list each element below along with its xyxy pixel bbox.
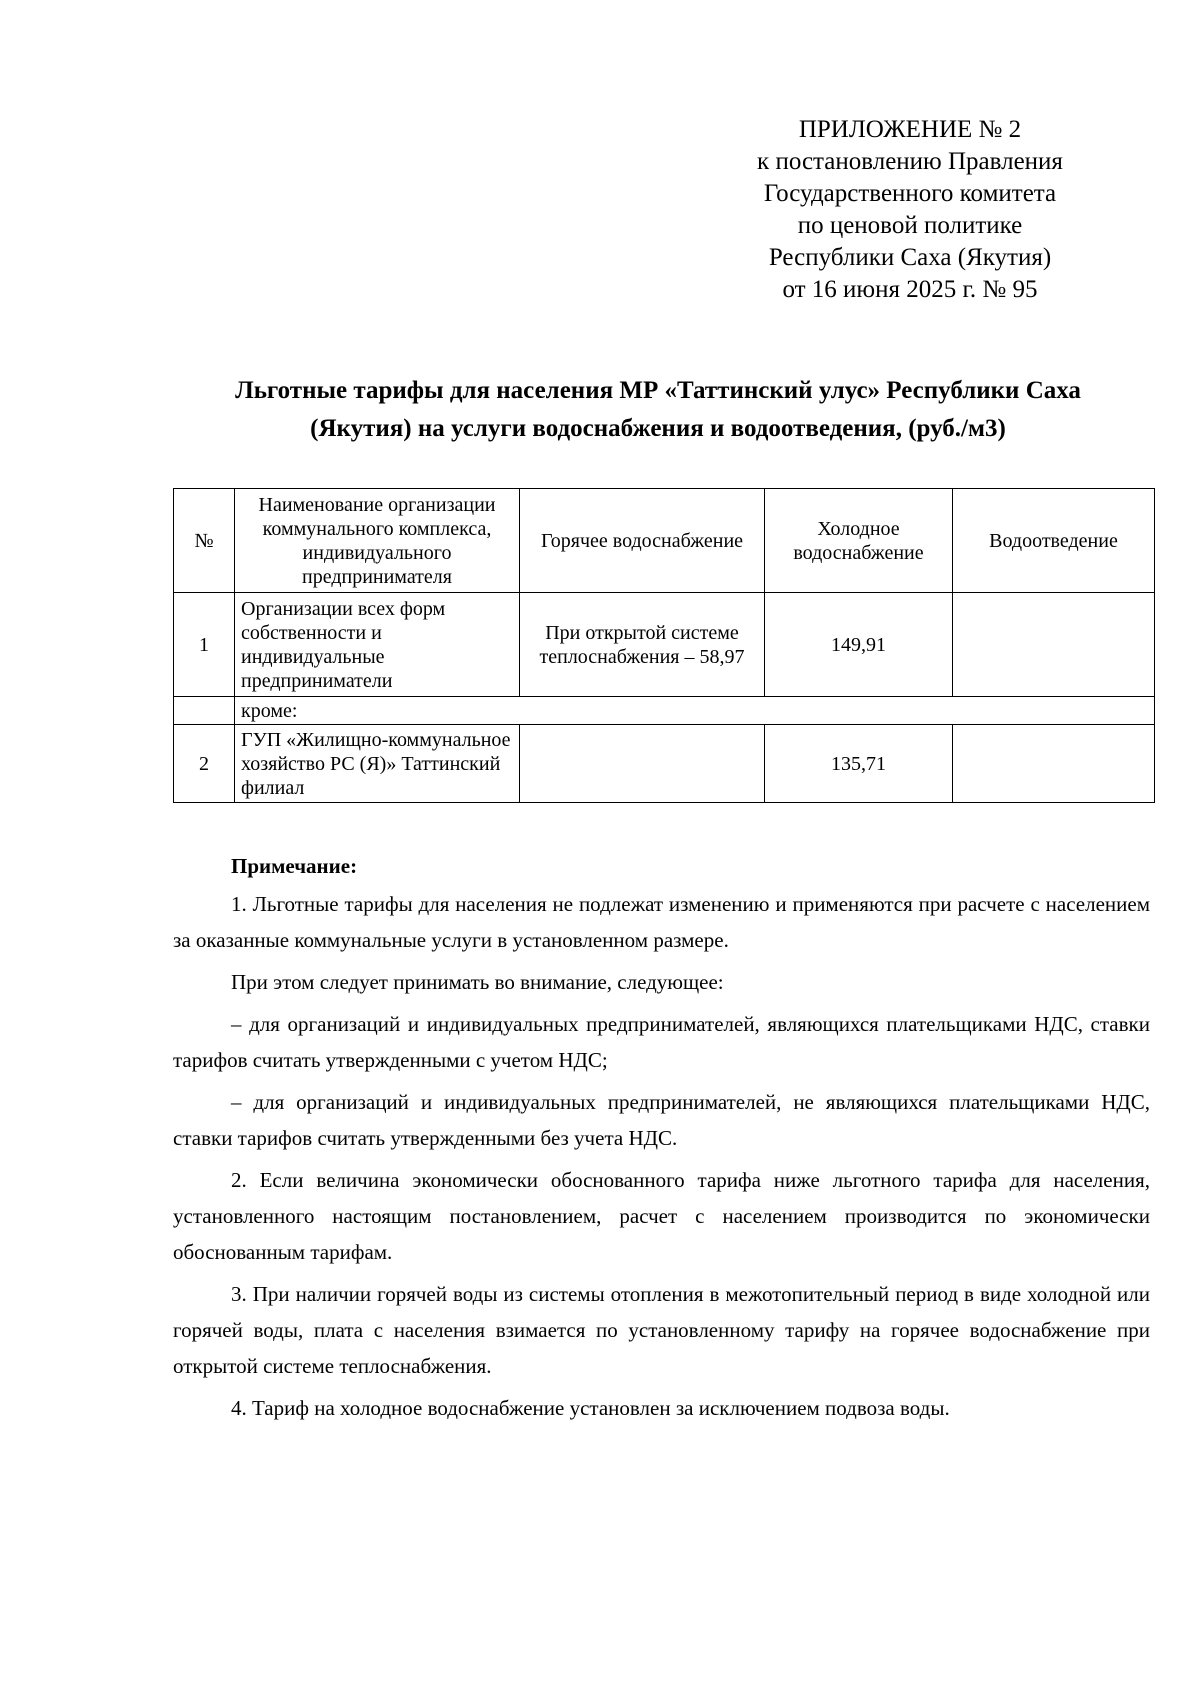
notes-section <box>173 848 1150 1426</box>
note-paragraph: 1. Льготные тарифы для населения не подлежат изменению и применяются при расчете с населением за оказанные коммунальные услуги в установленном размере. <box>173 892 1150 952</box>
note-paragraph: – для организаций и индивидуальных предпринимателей, не являющихся плательщиками НДС, ставки тарифов считать утвержденными без учета НДС. <box>173 1090 1150 1150</box>
appendix-title: ПРИЛОЖЕНИЕ № 2 <box>798 116 1022 143</box>
appendix-date: от 16 июня 2025 г. № 95 <box>782 276 1038 303</box>
note-paragraph: 2. Если величина экономически обоснованного тарифа ниже льготного тарифа для населения, установленного настоящим постановлением, расчет с населением производится по экономически обоснованным тарифам. <box>173 1168 1150 1264</box>
title-line: Льготные тарифы для населения МР «Таттинский улус» Республики Саха <box>235 377 1081 404</box>
appendix-header <box>700 114 1120 306</box>
cell-drainage <box>953 725 1155 803</box>
tariff-table <box>173 488 1155 803</box>
appendix-line: по ценовой политике <box>797 212 1023 239</box>
cell-hot-water <box>520 725 765 803</box>
cell-num: 2 <box>174 725 235 803</box>
note-paragraph: При этом следует принимать во внимание, следующее: <box>231 970 724 994</box>
cell-name: ГУП «Жилищно-коммунальное хозяйство РС (Я)» Таттинский филиал <box>235 725 520 803</box>
note-paragraph: 4. Тариф на холодное водоснабжение установлен за исключением подвоза воды. <box>231 1396 950 1420</box>
table-row <box>174 593 1155 697</box>
title-line: (Якутия) на услуги водоснабжения и водоотведения, (руб./м3) <box>310 415 1006 442</box>
header-cold-water: Холодное водоснабжение <box>765 489 953 593</box>
note-paragraph: 3. При наличии горячей воды из системы отопления в межотопительный период в виде холодной или горячей воды, плата с населения взимается по установленному тарифу на горячее водоснабжение при открытой системе теплоснабжения. <box>173 1282 1150 1378</box>
cell-cold-water: 135,71 <box>765 725 953 803</box>
cell-hot-water: При открытой системе теплоснабжения – 58,97 <box>520 593 765 697</box>
cell-name: Организации всех форм собственности и индивидуальные предприниматели <box>235 593 520 697</box>
note-paragraph: – для организаций и индивидуальных предпринимателей, являющихся плательщиками НДС, ставки тарифов считать утвержденными с учетом НДС; <box>173 1012 1150 1072</box>
table-header-row <box>174 489 1155 593</box>
appendix-line: к постановлению Правления <box>757 148 1063 175</box>
cell-drainage <box>953 593 1155 697</box>
notes-heading: Примечание: <box>231 854 358 878</box>
cell-except-label: кроме: <box>235 697 1155 725</box>
appendix-line: Республики Саха (Якутия) <box>768 244 1052 271</box>
appendix-line: Государственного комитета <box>763 180 1057 207</box>
header-num: № <box>174 489 235 593</box>
cell-num: 1 <box>174 593 235 697</box>
cell-cold-water: 149,91 <box>765 593 953 697</box>
table-row-except <box>174 697 1155 725</box>
header-hot-water: Горячее водоснабжение <box>520 489 765 593</box>
header-name: Наименование организации коммунального комплекса, индивидуального предпринимателя <box>235 489 520 593</box>
document-title <box>168 372 1148 448</box>
header-drainage: Водоотведение <box>953 489 1155 593</box>
cell-empty <box>174 697 235 725</box>
table-row <box>174 725 1155 803</box>
